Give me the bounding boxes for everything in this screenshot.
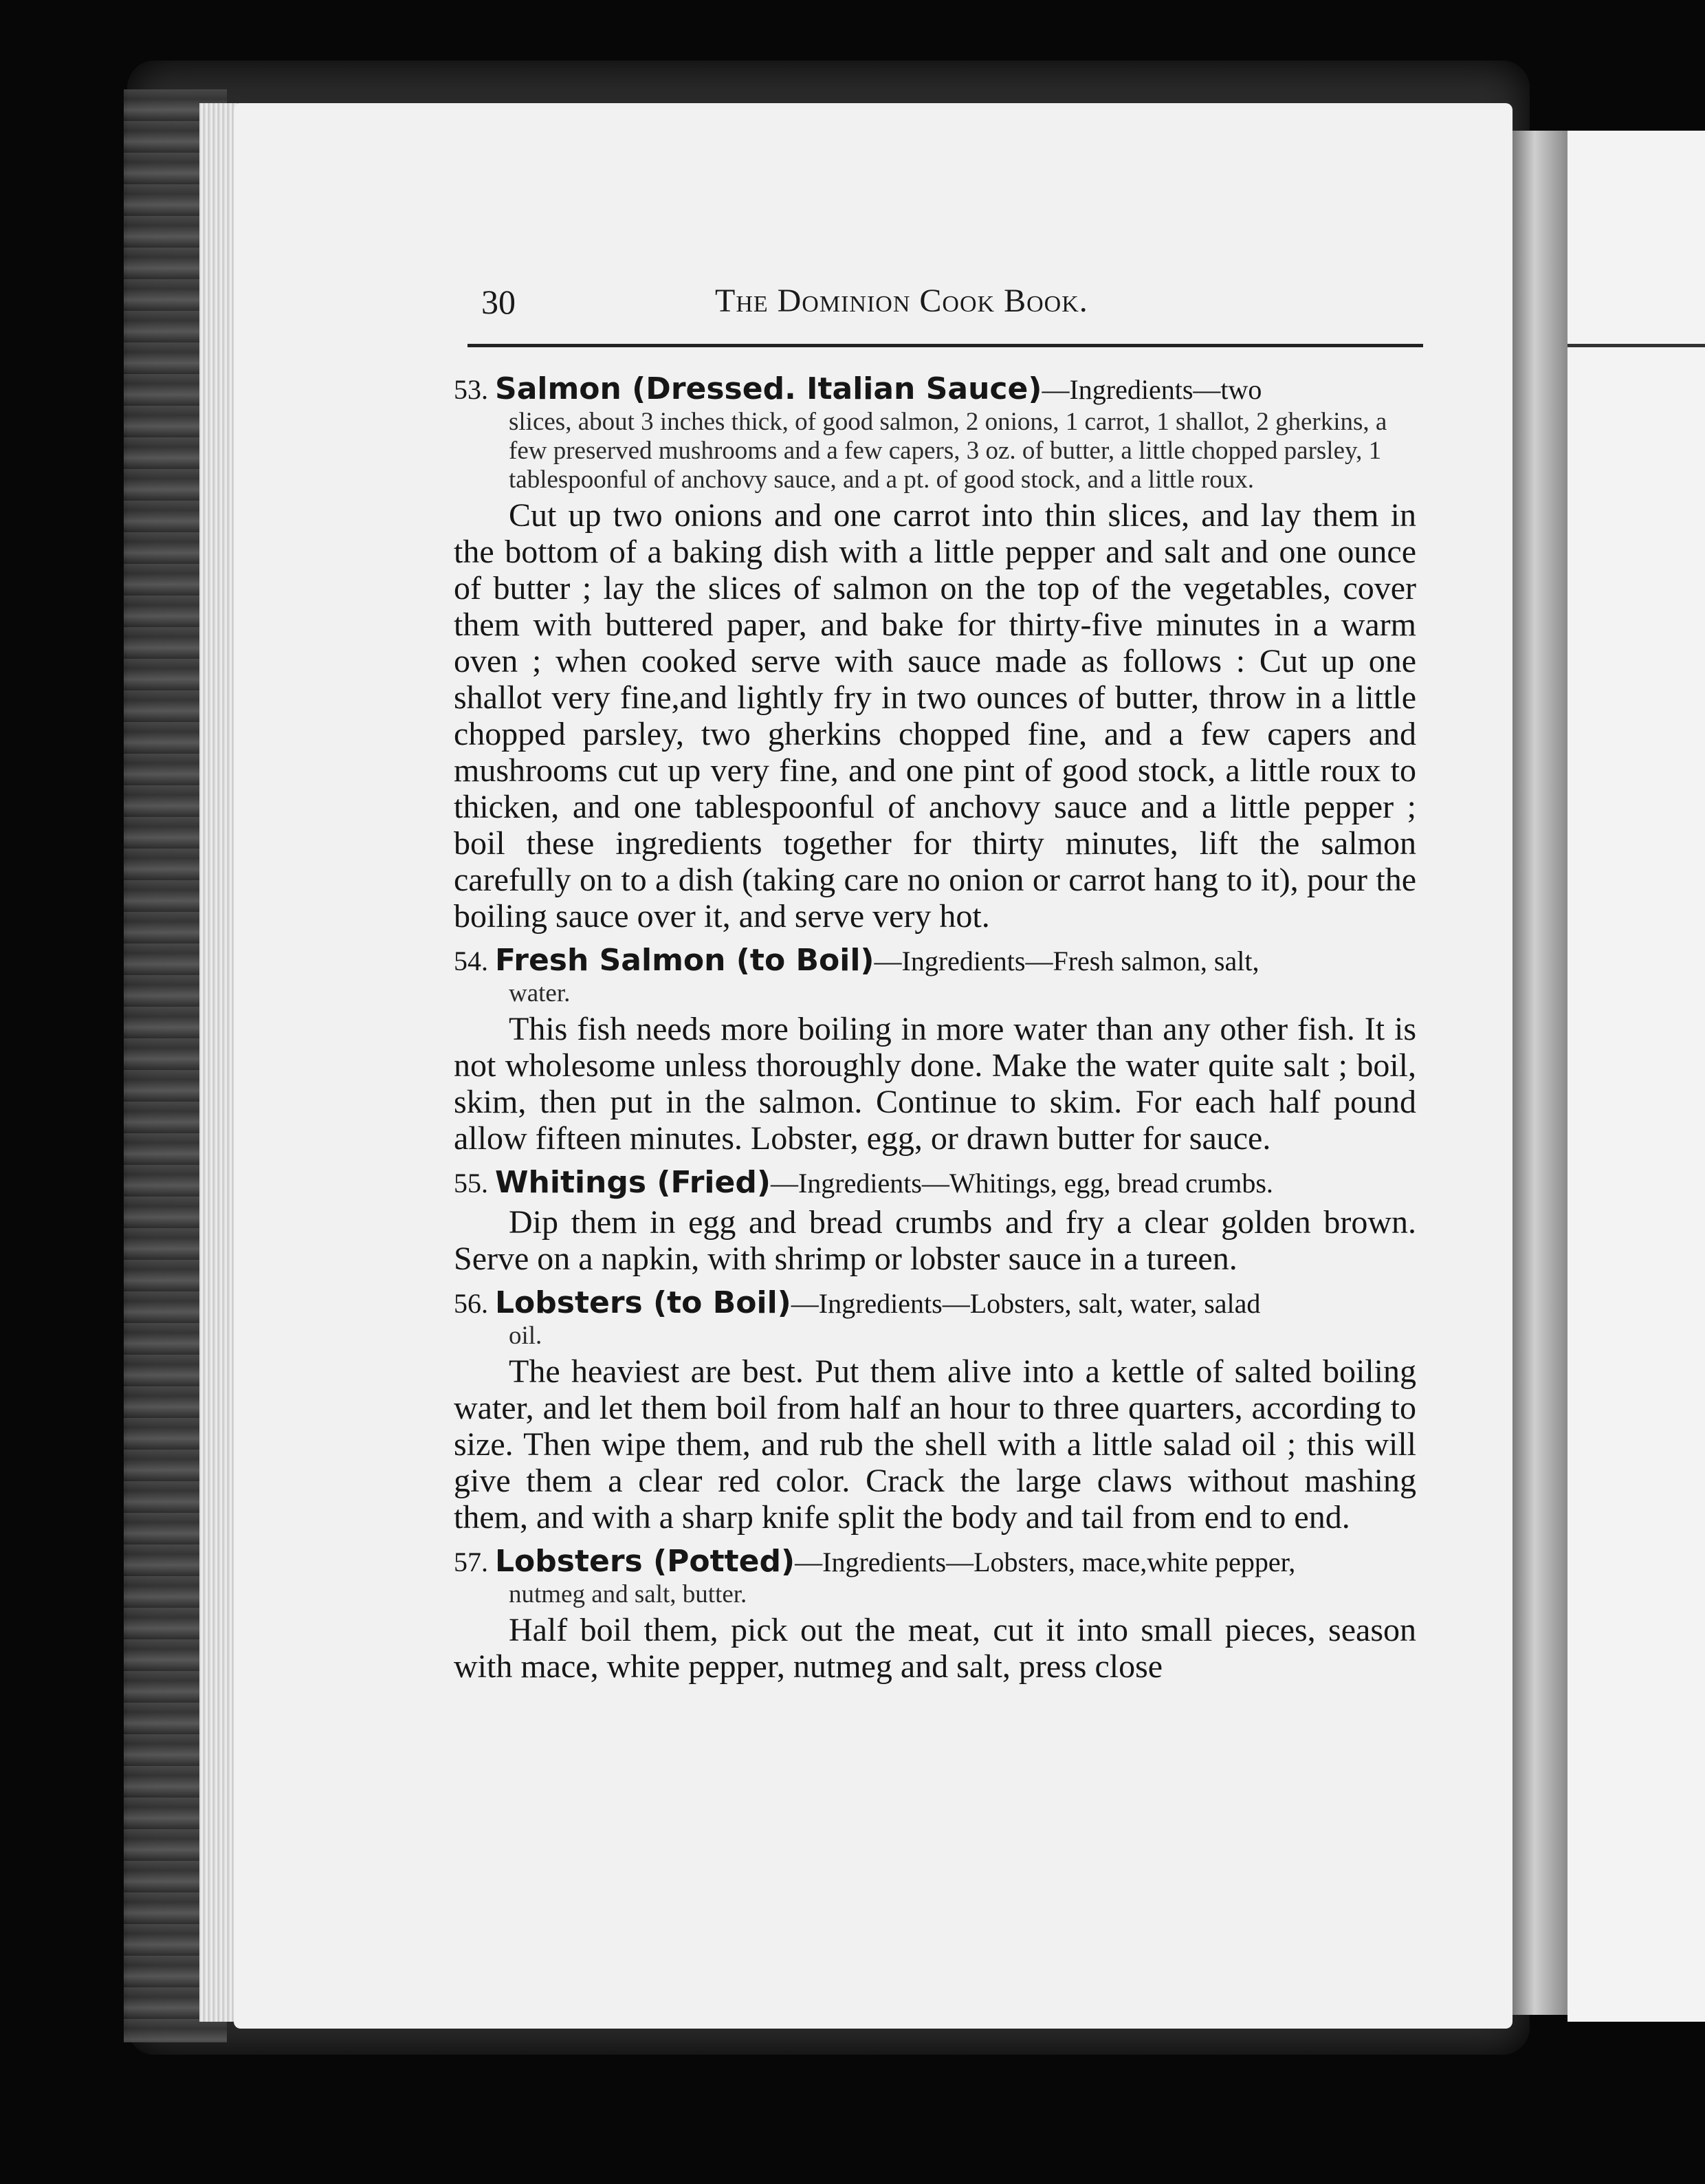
recipe-heading (454, 371, 1416, 494)
recipe-title: Salmon (Dressed. Italian Sauce) (495, 371, 1042, 406)
recipe-list (454, 371, 1416, 1693)
recipe-title: Fresh Salmon (to Boil) (495, 943, 874, 978)
page-header (481, 282, 1423, 330)
recipe-heading (454, 1165, 1416, 1201)
header-rule (468, 344, 1423, 347)
recipe-heading (454, 1544, 1416, 1609)
recipe-number: 56. (454, 1288, 488, 1319)
recipe-title: Lobsters (to Boil) (495, 1285, 791, 1320)
recipe-number: 54. (454, 946, 488, 976)
facing-page (1568, 131, 1705, 2022)
recipe-instructions: This fish needs more boiling in more water than any other fish. It is not wholesome unless thoroughly done. Make the water quite salt ; boil, skim, then put in the salmon. Continue to skim. For each half pound allow fifteen minutes. Lobster, egg, or drawn butter for sauce. (454, 1011, 1416, 1157)
recipe-54 (454, 943, 1416, 1157)
recipe-title: Whitings (Fried) (495, 1165, 771, 1200)
running-title: The Dominion Cook Book. (715, 283, 1088, 319)
ingredients-list: nutmeg and salt, butter. (509, 1580, 747, 1608)
recipe-instructions: Dip them in egg and bread crumbs and fry a clear golden brown. Serve on a napkin, with shrimp or lobster sauce in a tureen. (454, 1204, 1416, 1277)
recipe-title: Lobsters (Potted) (495, 1544, 795, 1579)
recipe-heading (454, 1285, 1416, 1351)
ingredients-intro: —Ingredients—Fresh salmon, salt, (874, 946, 1260, 976)
recipe-53 (454, 371, 1416, 935)
facing-page-rule (1568, 344, 1705, 347)
recipe-instructions: The heaviest are best. Put them alive into a kettle of salted boiling water, and let them boil from half an hour to three quarters, according to size. Then wipe them, and rub the shell with a little salad oil ; this will give them a clear red color. Crack the large claws without mashing them, and with a sharp knife split the body and tail from end to end. (454, 1353, 1416, 1536)
ingredients-intro: —Ingredients—Lobsters, mace,white pepper, (795, 1547, 1296, 1577)
recipe-56 (454, 1285, 1416, 1536)
recipe-instructions: Cut up two onions and one carrot into thin slices, and lay them in the bottom of a baking dish with a little pepper and salt and one ounce of butter ; lay the slices of salmon on the top of the vegetables, cover them with buttered paper, and bake for thirty-five minutes in a warm oven ; when cooked serve with sauce made as follows : Cut up one shallot very fine,and lightly fry in two ounces of butter, throw in a little chopped parsley, two gherkins chopped fine, and a few capers and mushrooms cut up very fine, and one pint of good stock, a little roux to thicken, and one tablespoonful of anchovy sauce and a little pepper ; boil these ingredients together for thirty minutes, lift the salmon carefully on to a dish (taking care no onion or carrot hang to it), pour the boiling sauce over it, and serve very hot. (454, 497, 1416, 935)
recipe-57 (454, 1544, 1416, 1685)
ingredients-intro: —Ingredients—Whitings, egg, bread crumbs. (770, 1168, 1273, 1199)
book-gutter (1512, 131, 1568, 2015)
recipe-number: 53. (454, 374, 488, 405)
recipe-number: 55. (454, 1168, 488, 1199)
ingredients-intro: —Ingredients—Lobsters, salt, water, salad (791, 1288, 1261, 1319)
ingredients-intro: —Ingredients—two (1042, 374, 1262, 405)
page-number: 30 (481, 283, 516, 321)
recipe-instructions: Half boil them, pick out the meat, cut it into small pieces, season with mace, white pepper, nutmeg and salt, press close (454, 1612, 1416, 1685)
ingredients-list: slices, about 3 inches thick, of good salmon, 2 onions, 1 carrot, 1 shallot, 2 gherkins, a few preserved mushrooms and a few capers, 3 oz. of butter, a little chopped parsley, 1 tablespoonful of anchovy sauce, and a pt. of good stock, and a little roux. (509, 408, 1387, 494)
recipe-heading (454, 943, 1416, 1008)
recipe-number: 57. (454, 1547, 488, 1577)
recipe-55 (454, 1165, 1416, 1277)
ingredients-list: water. (509, 979, 571, 1007)
ingredients-list: oil. (509, 1322, 542, 1350)
